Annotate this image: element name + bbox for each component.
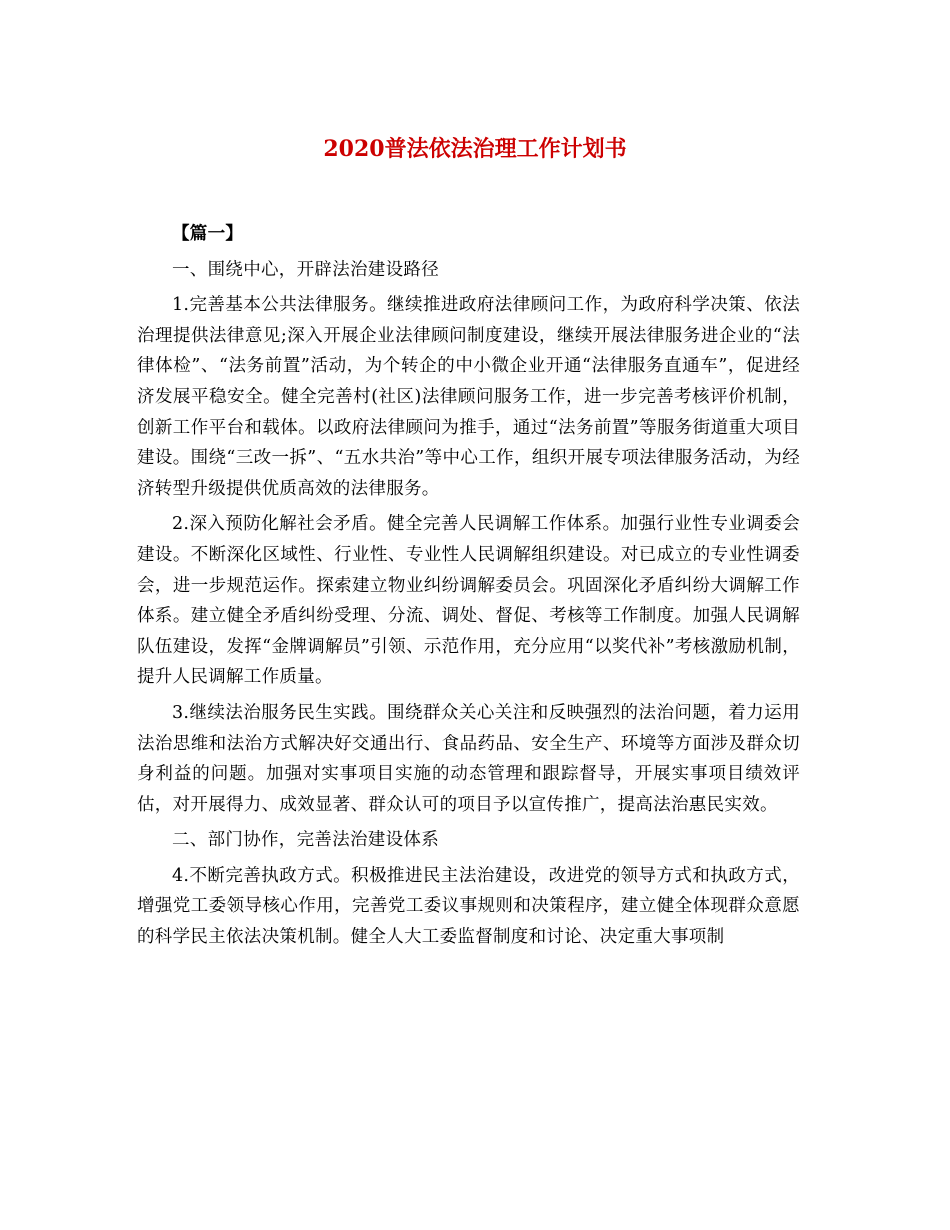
paragraph-1: 1.完善基本公共法律服务。继续推进政府法律顾问工作，为政府科学决策、依法治理提供法律意见;深入开展企业法律顾问制度建设，继续开展法律服务进企业的“法律体检”、“法务前置”活动，为个转企的中小微企业开通“法律服务直通车”，促进经济发展平稳安全。健全完善村(社区)法律顾问服务工作，进一步完善考核评价机制，创新工作平台和载体。以政府法律顾问为推手，通过“法务前置”等服务街道重大项目建设。围绕“三改一拆”、“五水共治”等中心工作，组织开展专项法律服务活动，为经济转型升级提供优质高效的法律服务。 xyxy=(137,295,800,499)
section-label: 【篇一】 xyxy=(172,224,244,244)
document-title: 2020普法依法治理工作计划书 xyxy=(323,136,627,162)
paragraph-2: 2.深入预防化解社会矛盾。健全完善人民调解工作体系。加强行业性专业调委会建设。不断深化区域性、行业性、专业性人民调解组织建设。对已成立的专业性调委会，进一步规范运作。探索建立物业纠纷调解委员会。巩固深化矛盾纠纷大调解工作体系。建立健全矛盾纠纷受理、分流、调处、督促、考核等工作制度。加强人民调解队伍建设，发挥“金牌调解员”引领、示范作用，充分应用“以奖代补”考核激励机制，提升人民调解工作质量。 xyxy=(137,514,800,688)
section-heading-1: 一、围绕中心，开辟法治建设路径 xyxy=(172,259,439,280)
section-heading-2: 二、部门协作，完善法治建设体系 xyxy=(172,830,439,851)
document-body xyxy=(137,219,800,953)
paragraph-3: 3.继续法治服务民生实践。围绕群众关心关注和反映强烈的法治问题，着力运用法治思维和法治方式解决好交通出行、食品药品、安全生产、环境等方面涉及群众切身利益的问题。加强对实事项目实施的动态管理和跟踪督导，开展实事项目绩效评估，对开展得力、成效显著、群众认可的项目予以宣传推广，提高法治惠民实效。 xyxy=(137,702,800,815)
paragraph-4: 4.不断完善执政方式。积极推进民主法治建设，改进党的领导方式和执政方式，增强党工委领导核心作用，完善党工委议事规则和决策程序，建立健全体现群众意愿的科学民主依法决策机制。健全人大工委监督制度和讨论、决定重大事项制 xyxy=(137,865,800,948)
